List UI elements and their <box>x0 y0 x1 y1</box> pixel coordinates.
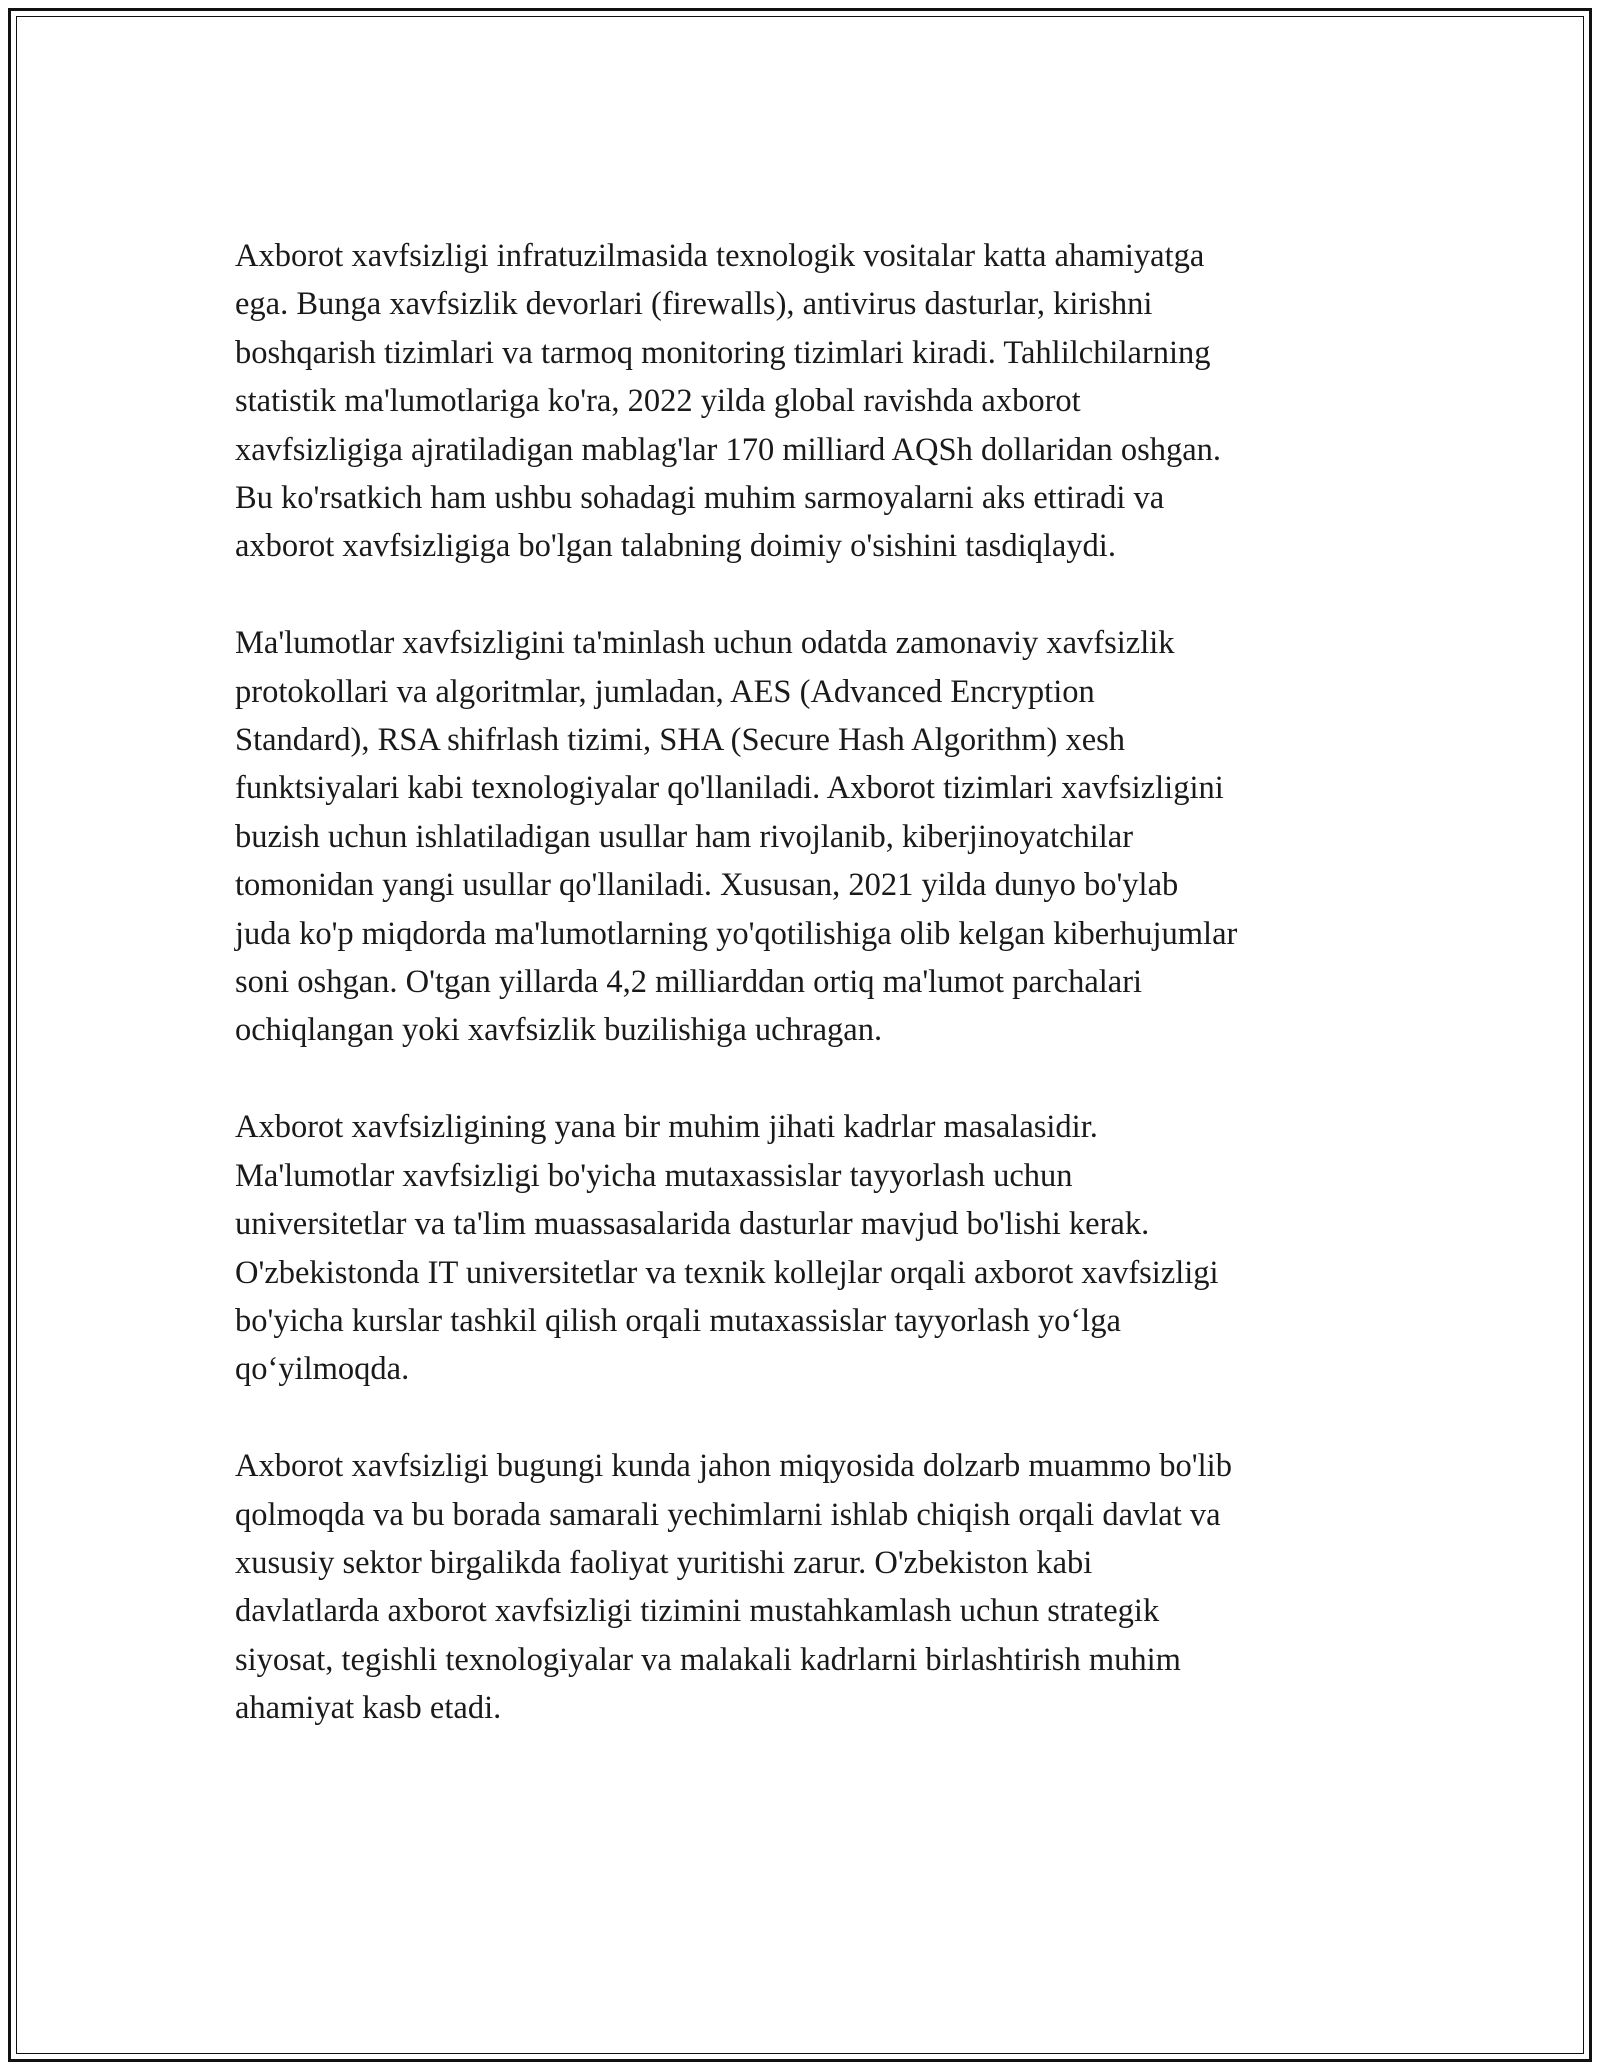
text-line: ega. Bunga xavfsizlik devorlari (firewalls), antivirus dasturlar, kirishni <box>235 286 1153 323</box>
paragraph-3 <box>235 1103 1385 1393</box>
text-line: xavfsizligiga ajratiladigan mablag'lar 170 milliard AQSh dollaridan oshgan. <box>235 431 1222 468</box>
text-line: xususiy sektor birgalikda faoliyat yuritishi zarur. O'zbekiston kabi <box>235 1544 1093 1581</box>
text-line: davlatlarda axborot xavfsizligi tizimini mustahkamlash uchun strategik <box>235 1593 1160 1630</box>
paragraph-2 <box>235 619 1385 1055</box>
text-line: Axborot xavfsizligining yana bir muhim jihati kadrlar masalasidir. <box>235 1109 1098 1146</box>
text-line: Bu ko'rsatkich ham ushbu sohadagi muhim sarmoyalarni aks ettiradi va <box>235 480 1165 517</box>
text-line: axborot xavfsizligiga bo'lgan talabning doimiy o'sishini tasdiqlaydi. <box>235 528 1116 565</box>
text-line: juda ko'p miqdorda ma'lumotlarning yo'qotilishiga olib kelgan kiberhujumlar <box>235 915 1238 952</box>
text-line: Standard), RSA shifrlash tizimi, SHA (Secure Hash Algorithm) xesh <box>235 722 1126 759</box>
text-line: protokollari va algoritmlar, jumladan, AES (Advanced Encryption <box>235 673 1095 710</box>
text-line: statistik ma'lumotlariga ko'ra, 2022 yilda global ravishda axborot <box>235 383 1081 420</box>
text-line: funktsiyalari kabi texnologiyalar qo'llaniladi. Axborot tizimlari xavfsizligini <box>235 770 1224 807</box>
text-line: bo'yicha kurslar tashkil qilish orqali mutaxassislar tayyorlash yo‘lga <box>235 1302 1121 1339</box>
text-line: universitetlar va ta'lim muassasalarida dasturlar mavjud bo'lishi kerak. <box>235 1206 1150 1243</box>
text-line: ahamiyat kasb etadi. <box>235 1690 502 1727</box>
text-line: boshqarish tizimlari va tarmoq monitoring tizimlari kiradi. Tahlilchilarning <box>235 334 1211 371</box>
paragraph-1 <box>235 232 1385 571</box>
text-line: O'zbekistonda IT universitetlar va texnik kollejlar orqali axborot xavfsizligi <box>235 1254 1219 1291</box>
text-line: ochiqlangan yoki xavfsizlik buzilishiga uchragan. <box>235 1012 883 1049</box>
text-line: qo‘yilmoqda. <box>235 1351 410 1388</box>
text-line: tomonidan yangi usullar qo'llaniladi. Xususan, 2021 yilda dunyo bo'ylab <box>235 867 1179 904</box>
paragraph-4 <box>235 1442 1385 1732</box>
text-line: buzish uchun ishlatiladigan usullar ham rivojlanib, kiberjinoyatchilar <box>235 818 1134 855</box>
text-line: Ma'lumotlar xavfsizligi bo'yicha mutaxassislar tayyorlash uchun <box>235 1157 1073 1194</box>
text-line: siyosat, tegishli texnologiyalar va malakali kadrlarni birlashtirish muhim <box>235 1641 1181 1678</box>
document-body <box>235 232 1385 1781</box>
text-line: Ma'lumotlar xavfsizligini ta'minlash uchun odatda zamonaviy xavfsizlik <box>235 625 1175 662</box>
text-line: Axborot xavfsizligi bugungi kunda jahon miqyosida dolzarb muammo bo'lib <box>235 1448 1232 1485</box>
text-line: Axborot xavfsizligi infratuzilmasida texnologik vositalar katta ahamiyatga <box>235 238 1205 274</box>
text-line: soni oshgan. O'tgan yillarda 4,2 milliarddan ortiq ma'lumot parchalari <box>235 964 1143 1001</box>
text-line: qolmoqda va bu borada samarali yechimlarni ishlab chiqish orqali davlat va <box>235 1496 1221 1533</box>
